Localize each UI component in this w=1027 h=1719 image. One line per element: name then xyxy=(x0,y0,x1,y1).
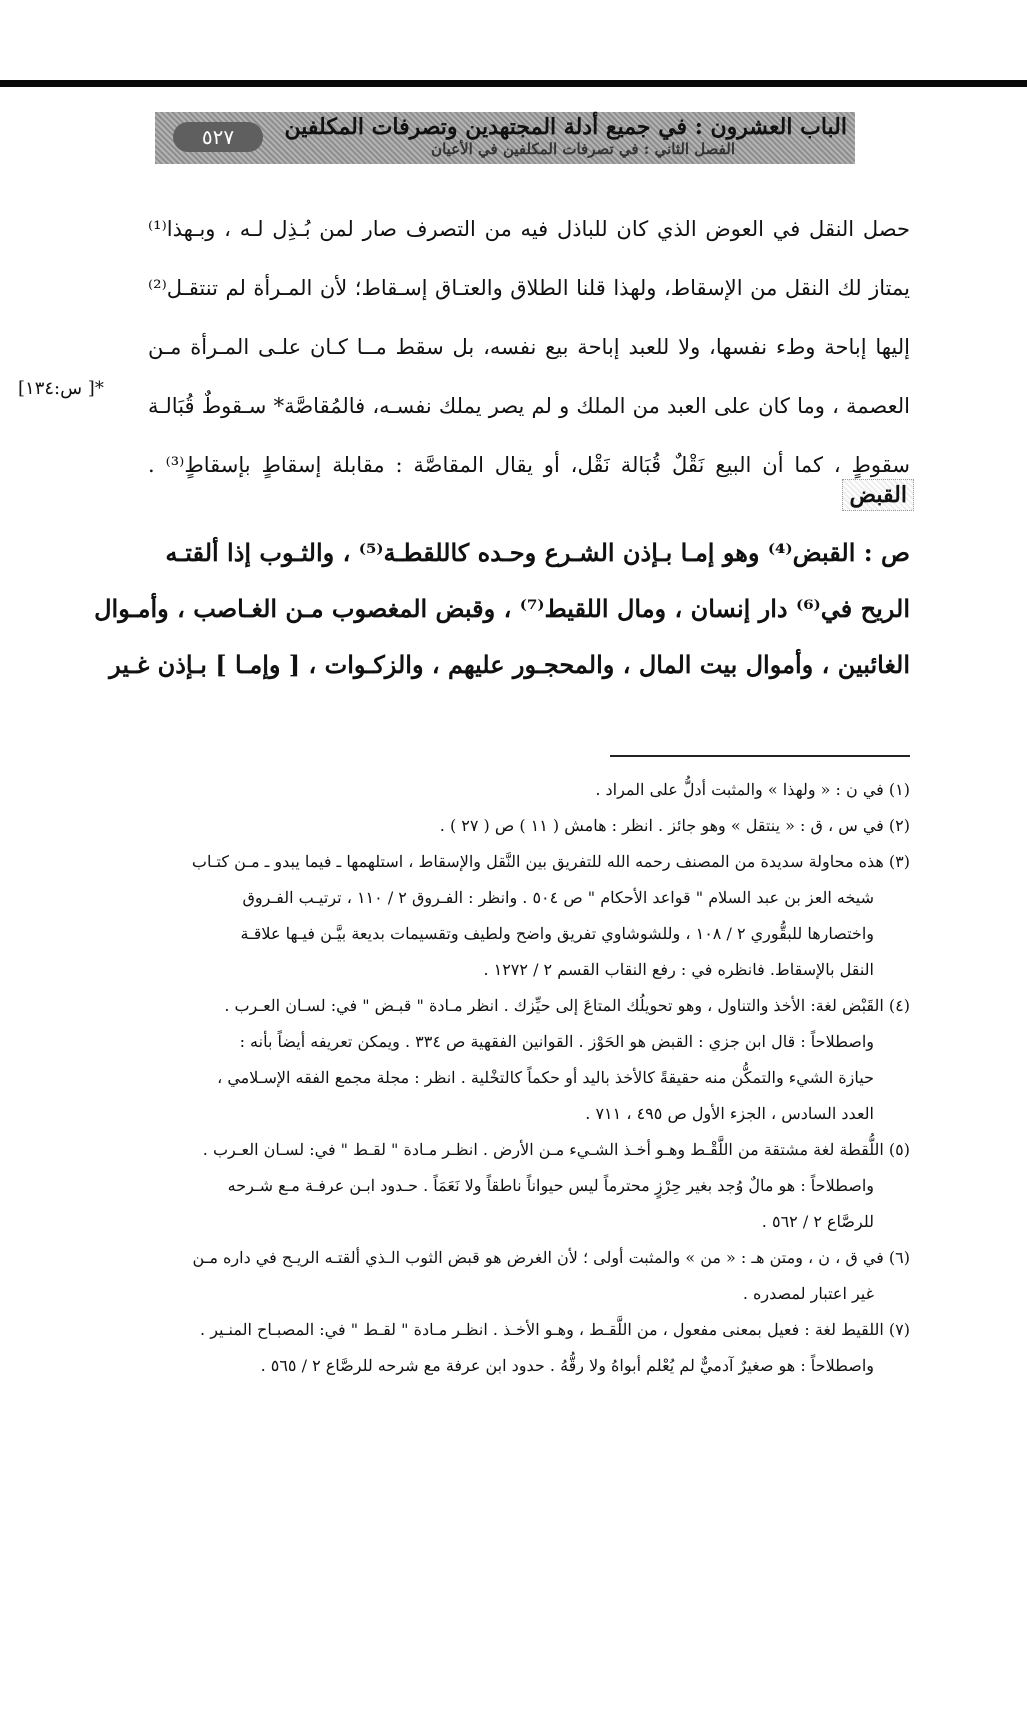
main-line: إليها إباحة وطء نفسها، ولا للعبد إباحة بيع نفسه، بل سقط مــا كـان علـى المـرأة مـن xyxy=(148,335,910,359)
footnote-separator xyxy=(610,755,910,757)
footnote-line: (٦) في ق ، ن ، ومتن هـ : « من » والمثبت أولى ؛ لأن الغرض هو قبض الثوب الـذي ألقتـه الريـح في داره مـن xyxy=(192,1248,910,1267)
footnote-line: واصطلاحاً : قال ابن جزي : القبض هو الحَوْز . القوانين الفقهية ص ٣٣٤ . ويمكن تعريفه أيضاً بأنه : xyxy=(239,1032,874,1051)
section-heading: القبض xyxy=(842,479,914,511)
footnote-5 xyxy=(140,1132,910,1240)
footnote-line: (٣) هذه محاولة سديدة من المصنف رحمه الله للتفريق بين النَّقل والإسقاط ، استلهمها ـ فيما يبدو ـ مـن كتـاب xyxy=(191,852,910,871)
page-header xyxy=(155,112,855,164)
matn-line: الغائبين ، وأموال بيت المال ، والمحجـور عليهم ، والزكـوات ، [ وإمـا ] بـإذن غـير xyxy=(109,650,910,679)
footnote-line: (٤) القَبْض لغة: الأخذ والتناول ، وهو تحويلُك المتاعَ إلى حيِّزك . انظر مـادة " قبـض " في: لسـان العـرب . xyxy=(224,996,910,1015)
footnote-line: شيخه العز بن عبد السلام " قواعد الأحكام " ص ٥٠٤ . وانظر : الفـروق ٢ / ١١٠ ، ترتيـب الفـروق xyxy=(242,888,874,907)
footnote-line: النقل بالإسقاط. فانظره في : رفع النقاب القسم ٢ / ١٢٧٢ . xyxy=(483,960,874,979)
footnote-line: العدد السادس ، الجزء الأول ص ٤٩٥ ، ٧١١ . xyxy=(585,1104,874,1123)
footnote-2 xyxy=(140,808,910,844)
footnote-3 xyxy=(140,844,910,988)
footnote-line: واصطلاحاً : هو صغيرٌ آدميٌّ لم يُعْلم أبواهُ ولا رقُّهُ . حدود ابن عرفة مع شرحه للرصَّاع ٢ / ٥٦٥ . xyxy=(260,1356,874,1375)
main-line: حصل النقل في العوض الذي كان للباذل فيه من التصرف صار لمن بُـذِل لـه ، وبـهذا⁽¹⁾ xyxy=(148,217,910,241)
footnote-1 xyxy=(140,772,910,808)
matn-line: ص : القبض⁽⁴⁾ وهو إمـا بـإذن الشـرع وحـده كاللقطـة⁽⁵⁾ ، والثـوب إذا ألقتـه xyxy=(165,538,910,567)
footnote-6 xyxy=(140,1240,910,1312)
matn-text xyxy=(94,525,910,693)
main-line: العصمة ، وما كان على العبد من الملك و لم يصر يملك نفسـه، فالمُقاصَّة* سـقوطٌ قُبَالـة xyxy=(148,394,910,418)
footnote-line: واختصارها للبقُّوري ٢ / ١٠٨ ، وللشوشاوي تفريق واضح ولطيف وتقسيمات بديعة بيَّـن فيـها علاقـة xyxy=(240,924,874,943)
footnote-line: (١) في ن : « ولهذا » والمثبت أدلُّ على المراد . xyxy=(595,780,910,799)
footnote-7 xyxy=(140,1312,910,1384)
footnote-line: واصطلاحاً : هو مالٌ وُجد بغير حِرْزٍ محترماً ليس حيواناً ناطقاً ولا نَعَمَاً . حـدود ابـن عرفـة مـع شـرحه xyxy=(227,1176,874,1195)
footnote-line: حيازة الشيء والتمكُّن منه حقيقةً كالأخذ باليد أو حكماً كالتخْلية . انظر : مجلة مجمع الفقه الإسـلامي ، xyxy=(217,1068,874,1087)
footnote-line: غير اعتبار لمصدره . xyxy=(742,1284,874,1303)
main-text xyxy=(148,200,910,495)
main-line: يمتاز لك النقل من الإسقاط، ولهذا قلنا الطلاق والعتـاق إسـقاط؛ لأن المـرأة لم تنتقـل⁽²⁾ xyxy=(148,276,910,300)
matn-line: الريح في⁽⁶⁾ دار إنسان ، ومال اللقيط⁽⁷⁾ ، وقبض المغصوب مـن الغـاصب ، وأمـوال xyxy=(94,594,910,623)
footnote-line: (٥) اللُّقطة لغة مشتقة من اللَّقْـط وهـو أخـذ الشـيء مـن الأرض . انظـر مـادة " لقـط " في: لسـان العـرب . xyxy=(202,1140,910,1159)
footnote-line: (٢) في س ، ق : « ينتقل » وهو جائز . انظر : هامش ( ١١ ) ص ( ٢٧ ) . xyxy=(439,816,910,835)
page-number: ٥٢٧ xyxy=(173,122,263,152)
marginal-note: *[ س:١٣٤] xyxy=(18,378,104,399)
main-line: سقوطٍ ، كما أن البيع نَقْلٌ قُبَالة نَقْل، أو يقال المقاصَّة : مقابلة إسقاطٍ بإسقاطٍ⁽³⁾ . xyxy=(148,453,910,477)
footnote-line: (٧) اللقيط لغة : فعيل بمعنى مفعول ، من اللَّقـط ، وهـو الأخـذ . انظـر مـادة " لقـط " في: المصبـاح المنـير . xyxy=(200,1320,910,1339)
top-rule xyxy=(0,80,1027,87)
chapter-title: الباب العشرون : في جميع أدلة المجتهدين وتصرفات المكلفين xyxy=(284,114,847,140)
footnotes xyxy=(140,772,910,1384)
footnote-4 xyxy=(140,988,910,1132)
footnote-line: للرصَّاع ٢ / ٥٦٢ . xyxy=(761,1212,874,1231)
section-subtitle: الفصل الثاني : في تصرفات المكلفين في الأعيان xyxy=(431,140,735,158)
